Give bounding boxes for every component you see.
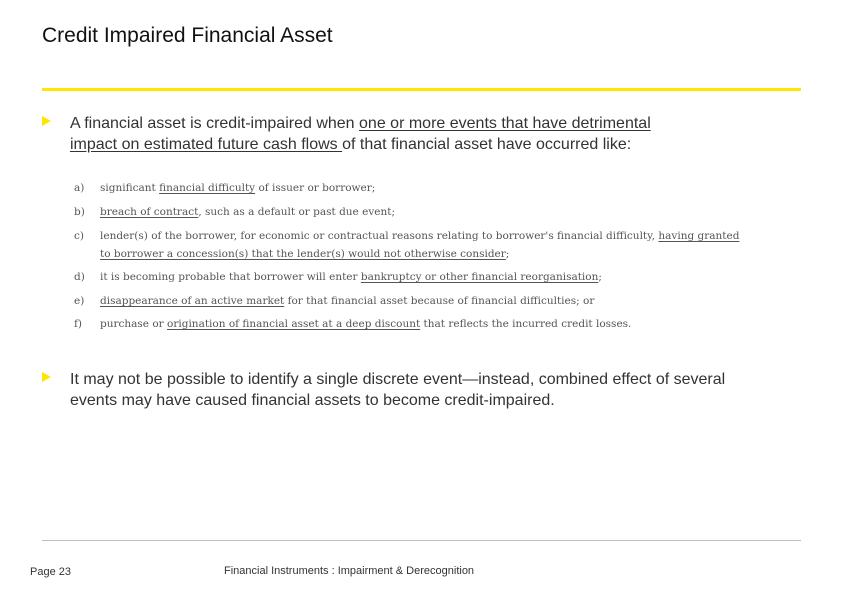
bullet-1-underlined: impact on estimated future cash flows <box>70 136 343 153</box>
title-divider <box>42 88 801 91</box>
list-item-label: d) <box>74 271 85 283</box>
list-item-text: significant financial difficulty of issuer or borrower; <box>100 182 376 194</box>
footer-divider <box>42 540 801 541</box>
footer-title: Financial Instruments : Impairment & Derecognition <box>224 565 475 577</box>
bullet-arrow-icon <box>42 116 51 126</box>
bullet-1-underlined: one or more events that have detrimental <box>359 115 651 132</box>
list-item-text: disappearance of an active market for that financial asset because of financial difficulties; or <box>100 295 595 307</box>
bullet-1-part: A financial asset is credit-impaired when <box>70 115 360 132</box>
slide-title: Credit Impaired Financial Asset <box>42 24 333 47</box>
list-item-label: a) <box>74 182 85 194</box>
bullet-1-part: of that financial asset have occurred like: <box>342 136 632 153</box>
list-item-text: lender(s) of the borrower, for economic or contractual reasons relating to borrower's financial difficulty, having granted to borrower a concession(s) that the lender(s) would not otherwise consider; <box>100 230 740 260</box>
list-item-label: c) <box>74 230 84 242</box>
bullet-arrow-icon <box>42 372 51 382</box>
page-number: Page 23 <box>30 566 71 578</box>
list-item-text: purchase or origination of financial asset at a deep discount that reflects the incurred credit losses. <box>100 318 632 330</box>
bullet-2-text: It may not be possible to identify a single discrete event—instead, combined effect of several events may have caused financial assets to become credit-impaired. <box>70 371 726 409</box>
list-item-text: breach of contract, such as a default or past due event; <box>100 206 395 218</box>
bullet-1-text <box>70 113 760 155</box>
list-item-text: it is becoming probable that borrower will enter bankruptcy or other financial reorganisation; <box>100 271 602 283</box>
list-item-label: e) <box>74 295 85 307</box>
list-item-label: f) <box>74 318 82 330</box>
list-item-label: b) <box>74 206 85 218</box>
